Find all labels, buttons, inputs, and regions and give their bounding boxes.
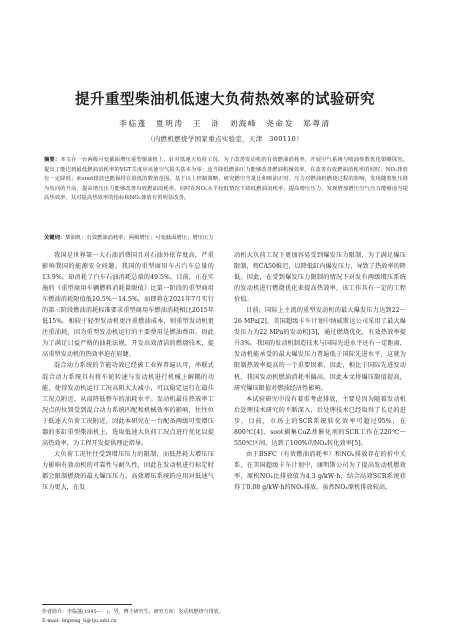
abstract-label: 摘要：: [44, 157, 61, 163]
author-list: 李临蓬 夏明涛 王 浒 刘海峰 尧命发 郑尊清: [119, 119, 331, 128]
author-email: E-mail: linpeng_li@tju.edu.cn: [42, 617, 117, 624]
body-paragraph: 我国是世界第一大石油消费国且对石油外依存度高，严重影响我国的能源安全问题。我国的重型商用车占汽车总量的13.9%，却消耗了汽车石油消耗总量的49.5%。目前，正在实施的《重型商用车辆燃料消耗量限值》比第一阶段的重型商用车燃油消耗限值低10.5%～14.5%，而即将在2021年7月实行的第三阶段燃油消耗标准要求重型商用车燃油消耗相比2015年低15%。相较于轻型发动机更注重燃油成本，则重型发动机更注重油耗，因为重型发动机运行的主要费用是燃油费用。因此为了满足日益严格的油耗法规，开发高效清洁的燃烧技术，提高重型发动机的热效率迫在眉睫。: [42, 252, 214, 359]
keywords-label: 关键词：: [44, 235, 66, 241]
body-paragraph: 本试验研究中没有着重考虑排放，主要是因为随着发动机后处理技术研究的不断深入，后处理技术已经取得了长足的进步。目前，市场上的SCR系统转化效率可超过95%，在800℃[4]、soot捕集CuZ基催化剂的SCR工作在220℃～550℃区间，达到了100%的NOₓ转化效率[5]。: [234, 395, 406, 447]
paper-title: 提升重型柴油机低速大负荷热效率的试验研究: [75, 92, 375, 108]
body-paragraph: 由于BSFC（有效燃油消耗率）和NOₓ排放存在的折中关系，在美国超级卡车计划中，康明斯公司为了提高发动机燃效率，原机NOₓ比排放值为4.3 g/kW·h，结合高效SCR系统获得了0.08 g/kW·h的NOₓ排放。虽然NOₓ原机排放较高，: [234, 450, 406, 491]
footnote: [42, 608, 402, 625]
abstract: [44, 156, 408, 204]
body-column-left: [42, 250, 214, 493]
keywords: [44, 234, 408, 243]
body-paragraph: 目前，国际上主流的重型发动机的最大爆发压力达到22～26 MPa[2]，美国超级卡车计划中纳威斯达公司采用了最大爆发压力为22 MPa的发动机[3]，通过燃烧优化，有效热效率提升3%。我国的发动机制造技术与国际先进水平还有一定距离，发动机能承受的最大爆发压力普遍低于国际先进水平，这就为限制热效率提高的一个重要因素，因此，相比于国际先进发动机，我国发动机燃油消耗率偏高。因此本文将爆压限值提高，研究爆压限值对燃油经济性影响。: [234, 307, 406, 392]
keywords-text: 柴油机；有效燃油消耗率；两级增压；可变截面增压；增压压力: [65, 235, 214, 241]
body-paragraph: 动机大负荷工况下更加容易受到爆发压力限制，为了满足爆压限制，将CA50推迟，以降低缸内爆发压力，导致了热效率的降低。因此，在受到爆发压力限制的情况下对发有两级增压系统的发动机进行燃烧优化来提高热效率，该工作具有一定的工程价值。: [234, 252, 406, 304]
abstract-text: 本文在一台两级可变截面增压重型柴油机上，针对低速大负荷工况，为了改善发动机的有效燃油消耗率，开展空气系统与喷油参数优化策略探究。提出了能达到最低燃油消耗率的VGT关度应该使空气损失基本为零；适当降低燃油压力能够改善燃油机械效率，在改善有效燃油消耗率的同时，NOₓ排放有一定降低；而soot排放也能保持在很低的数值范围。基于以上控制策略，研究燃空当量比和喷油正时、压力对燃油机燃烧过程的影响，发现随着轨压降为负向的升高，提高增压压力能够改善有效燃油消耗率，同时在NOₓ水平较低情况下降低燃油消耗率，提高增压压力，发现增加增压空气压力能够适当提高热效率，其对提高热效率的指标和NOₓ排放有着明显改善。: [44, 157, 408, 202]
author-bio: 作者简介：李临蓬(1995— )，男，博士研究生；研究方向：发动机燃烧与排放。: [42, 609, 224, 615]
body-paragraph: 混合动力系统的节能功效已经被工业界普遍认可，串联式混合动力系统具有将车轮转速与发动机进行机械上解耦的功能，使得发动机运行工况高阻大大减小，可以稳定运行在最佳工况点附近，从而降低整车的油耗水平。发动机最佳热效率工况点的位置受到混合动力系统匹配和机械效率的影响，往往位于低速大负荷工况附近，因此本研究在一台配备两级可变增压器的多缸重型柴油机上，选取低速大负荷工况点进行优化以提高热效率，为工程开发提供理论指导。: [42, 362, 214, 447]
body-column-right: [234, 250, 406, 493]
affiliation: （内燃机燃烧学国家重点实验室，天津 300110）: [147, 135, 303, 143]
footnote-divider: [42, 604, 132, 605]
body-paragraph: 大负荷工况往往受到增压压力的限制，而低热耗大增压压力影响有效动机的可靠性与耐久性，因此在发动机进行标定时都会限制燃烧的最大爆压压力。高效增压系统的应用对低速气压力更大，在发: [42, 450, 214, 491]
